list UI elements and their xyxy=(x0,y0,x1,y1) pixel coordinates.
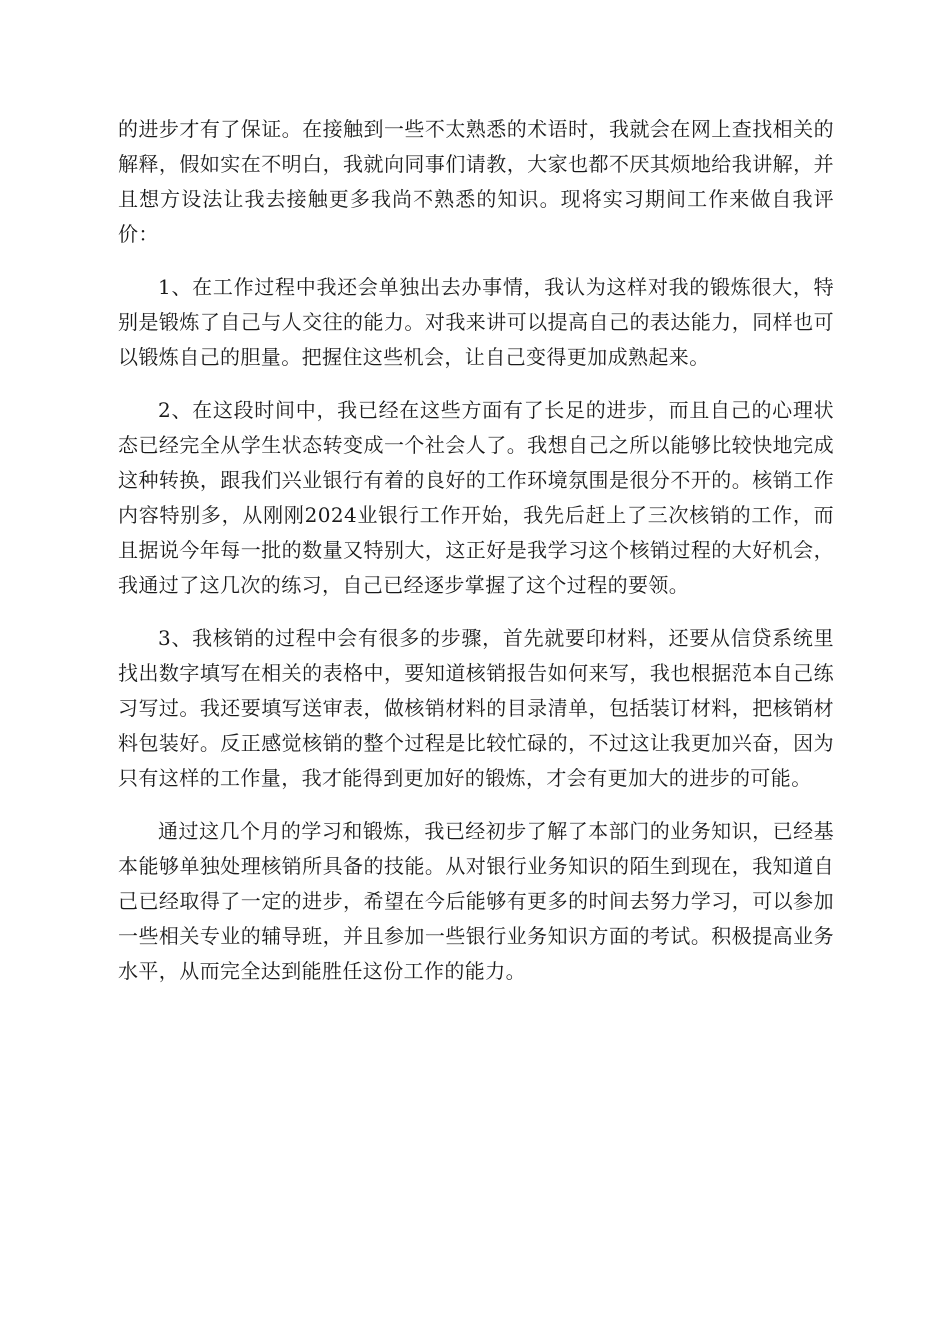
paragraph-item-2: 2、在这段时间中，我已经在这些方面有了长足的进步，而且自己的心理状态已经完全从学生状态转变成一个社会人了。我想自己之所以能够比较快地完成这种转换，跟我们兴业银行有着的良好的工作环境氛围是很分不开的。核销工作内容特别多，从刚刚2024业银行工作开始，我先后赶上了三次核销的工作，而且据说今年每一批的数量又特别大，这正好是我学习这个核销过程的大好机会，我通过了这几次的练习，自己已经逐步掌握了这个过程的要领。 xyxy=(118,398,834,597)
paragraph-continuation: 的进步才有了保证。在接触到一些不太熟悉的术语时，我就会在网上查找相关的解释，假如实在不明白，我就向同事们请教，大家也都不厌其烦地给我讲解，并且想方设法让我去接触更多我尚不熟悉的知识。现将实习期间工作来做自我评价： xyxy=(118,117,834,246)
document-body xyxy=(118,112,834,1007)
paragraph-summary: 通过这几个月的学习和锻炼，我已经初步了解了本部门的业务知识，已经基本能够单独处理核销所具备的技能。从对银行业务知识的陌生到现在，我知道自己已经取得了一定的进步，希望在今后能够有更多的时间去努力学习，可以参加一些相关专业的辅导班，并且参加一些银行业务知识方面的考试。积极提高业务水平，从而完全达到能胜任这份工作的能力。 xyxy=(118,819,834,983)
paragraph-item-1: 1、在工作过程中我还会单独出去办事情，我认为这样对我的锻炼很大，特别是锻炼了自己与人交往的能力。对我来讲可以提高自己的表达能力，同样也可以锻炼自己的胆量。把握住这些机会，让自己变得更加成熟起来。 xyxy=(118,275,834,369)
paragraph-item-3: 3、我核销的过程中会有很多的步骤，首先就要印材料，还要从信贷系统里找出数字填写在相关的表格中，要知道核销报告如何来写，我也根据范本自己练习写过。我还要填写送审表，做核销材料的目录清单，包括装订材料，把核销材料包装好。反正感觉核销的整个过程是比较忙碌的，不过这让我更加兴奋，因为只有这样的工作量，我才能得到更加好的锻炼，才会有更加大的进步的可能。 xyxy=(118,626,834,790)
